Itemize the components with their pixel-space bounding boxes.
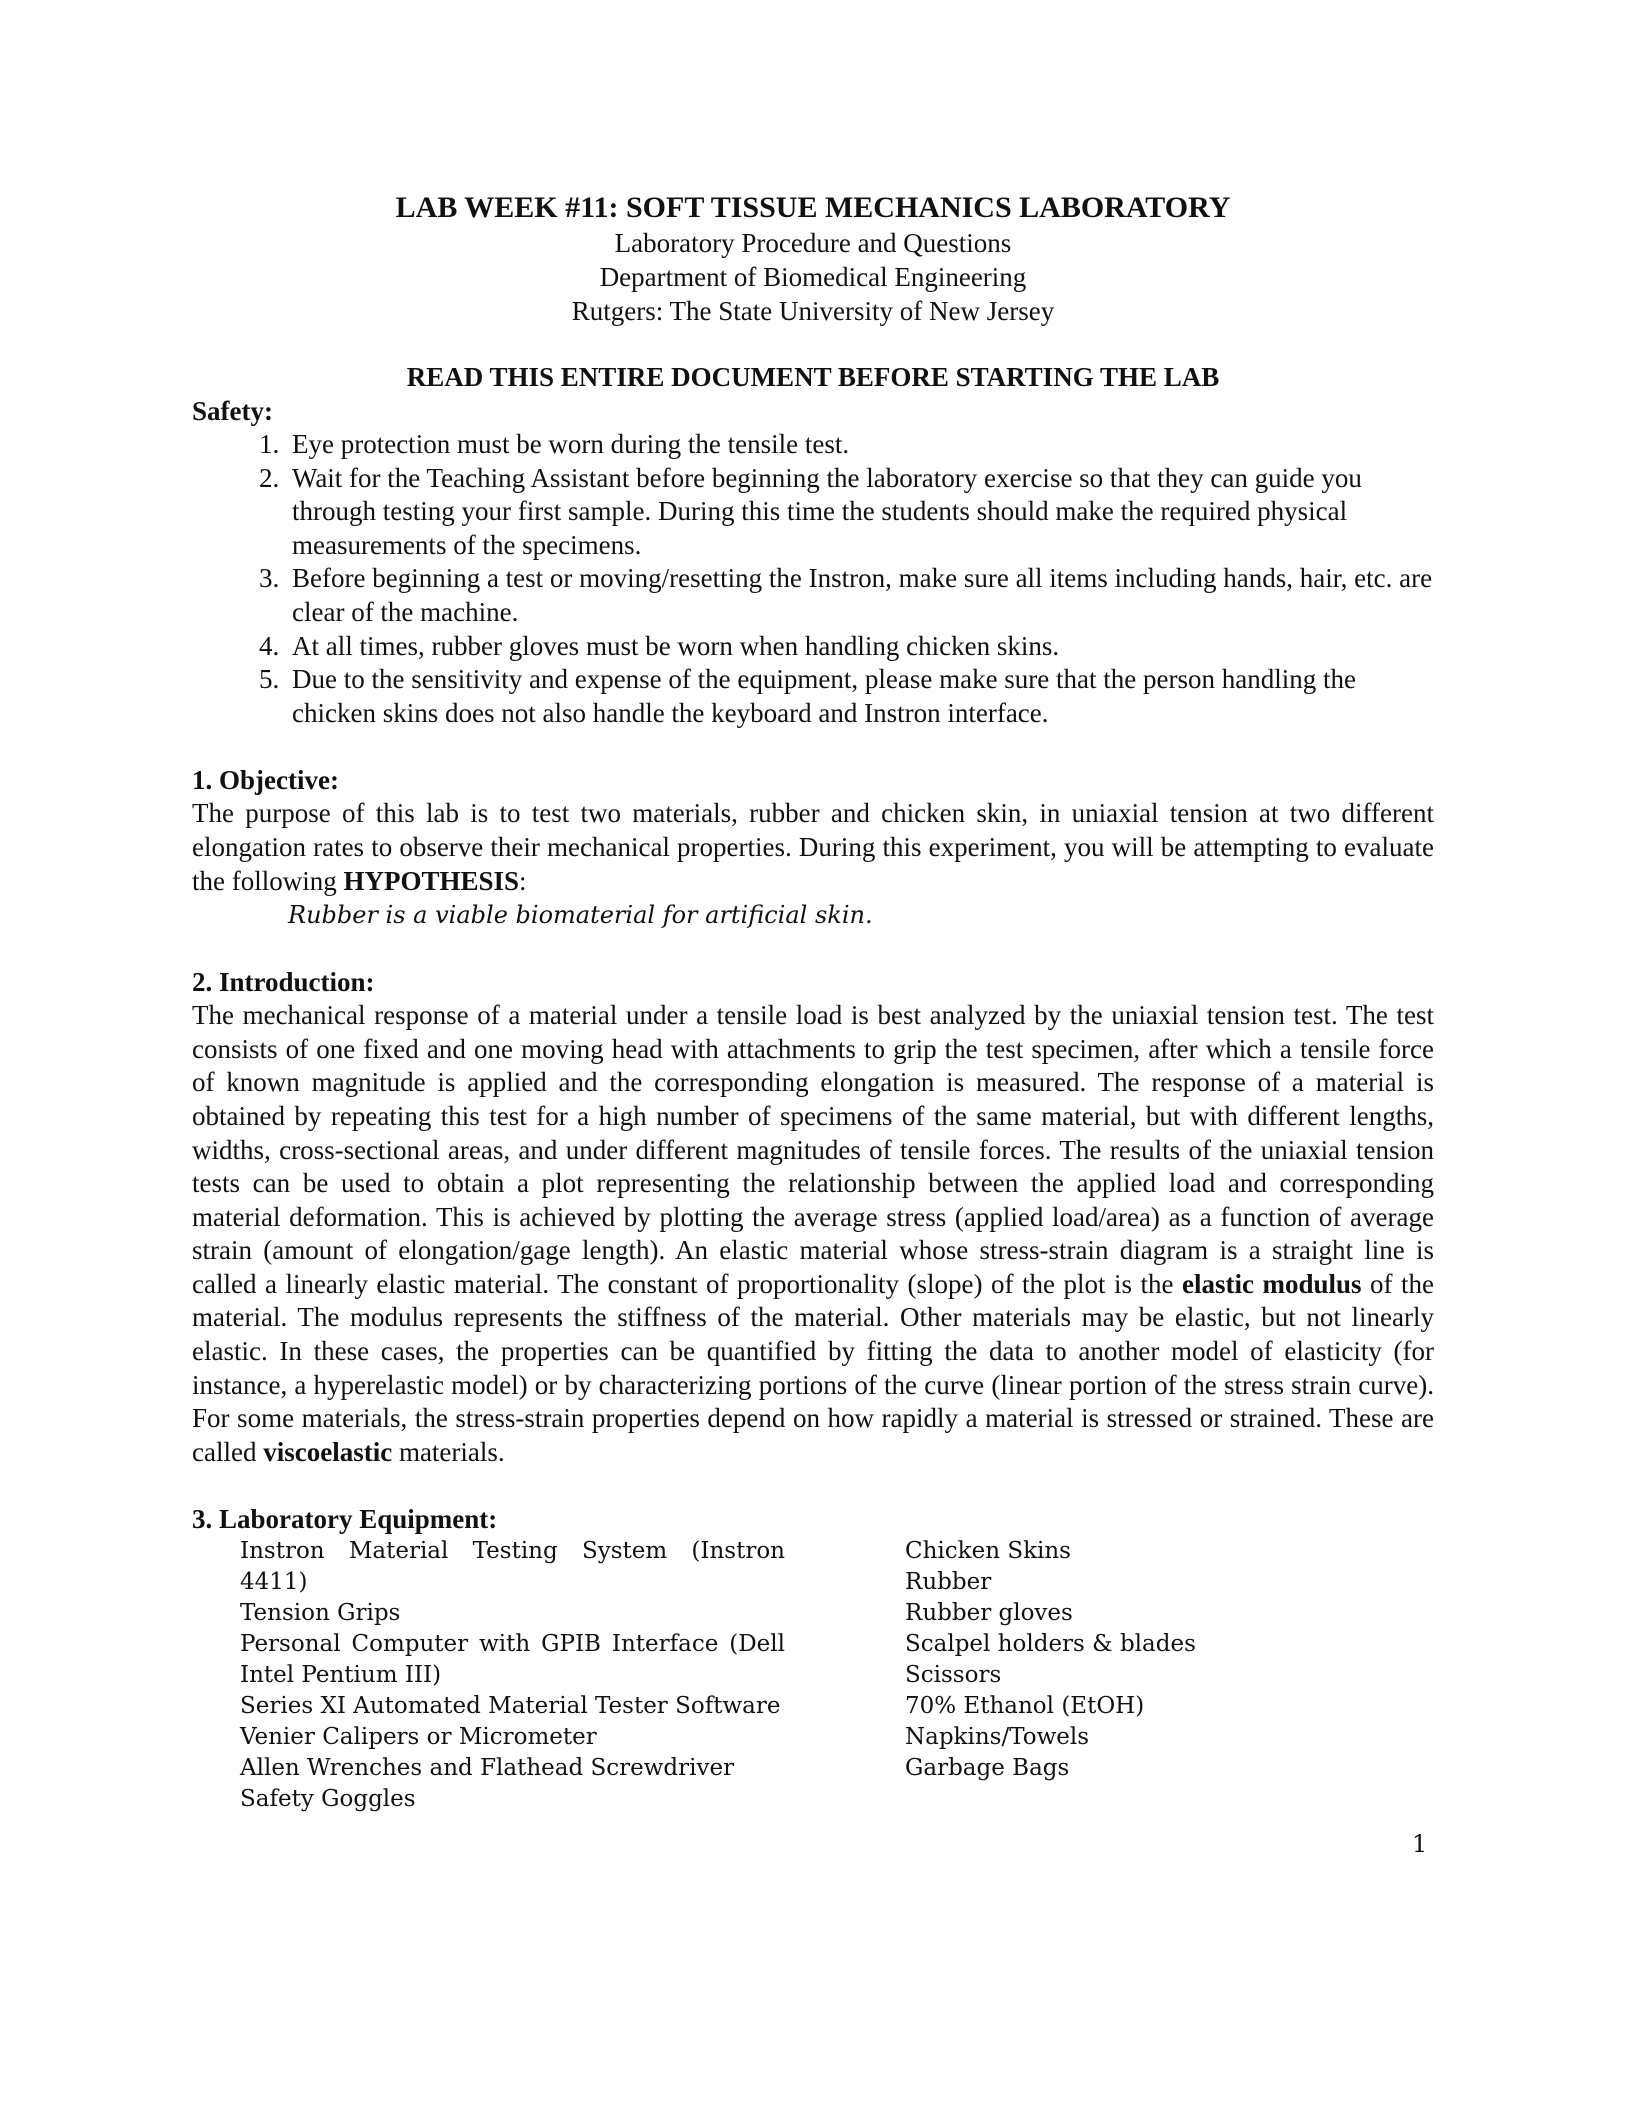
hypothesis-label: HYPOTHESIS	[343, 865, 520, 896]
equipment-item: Scalpel holders & blades	[905, 1631, 1196, 1658]
objective-paragraph	[192, 797, 1434, 898]
introduction-text: The mechanical response of a material under a tensile load is best analyzed by the uniaxial tension test. The test consists of one fixed and one moving head with attachments to grip the test specimen, after which a tensile force of known magnitude is applied and the corresponding elongation is measured. The response of a material is obtained by repeating this test for a high number of specimens of the same material, but with different lengths, widths, cross-sectional areas, and under different magnitudes of tensile forces. The results of the uniaxial tension tests can be used to obtain a plot representing the relationship between the applied load and corresponding material deformation. This is achieved by plotting the average stress (applied load/area) as a function of average strain (amount of elongation/gage length). An elastic material whose stress-strain diagram is a straight line is called a linearly elastic material. The constant of proportionality (slope) of the plot is the	[192, 1000, 1434, 1299]
equipment-item: Instron Material Testing System (Instron 4411)	[240, 1538, 785, 1596]
equipment-item: Napkins/Towels	[905, 1724, 1090, 1751]
safety-list	[192, 428, 1434, 730]
document-subtitle-department: Department of Biomedical Engineering	[599, 262, 1027, 292]
objective-heading: 1. Objective:	[192, 765, 339, 796]
document-page	[192, 190, 1434, 1815]
safety-item: 5. Due to the sensitivity and expense of the equipment, please make sure that the person handling the chicken skins does not also handle the keyboard and Instron interface.	[286, 663, 1434, 730]
safety-item: 1. Eye protection must be worn during the tensile test.	[286, 428, 1434, 462]
equipment-item: Scissors	[905, 1662, 1002, 1689]
introduction-text: of the material. The modulus represents the stiffness of the material. Other materials may be elastic, but not linearly elastic. In these cases, the properties can be quantified by fitting the data to another model of elasticity (for instance, a hyperelastic model) or by characterizing portions of the curve (linear portion of the stress strain curve). For some materials, the stress-strain properties depend on how rapidly a material is stressed or strained. These are called	[192, 1268, 1434, 1467]
read-entire-document-notice: READ THIS ENTIRE DOCUMENT BEFORE STARTING THE LAB	[406, 362, 1220, 392]
introduction-text: materials.	[392, 1436, 505, 1467]
objective-text: The purpose of this lab is to test two materials, rubber and chicken skin, in uniaxial tension at two different elongation rates to observe their mechanical properties. During this experiment, you will be attempting to evaluate the following	[192, 798, 1434, 896]
equipment-item: Safety Goggles	[240, 1786, 416, 1813]
equipment-left-column	[240, 1536, 785, 1815]
safety-item: 3. Before beginning a test or moving/resetting the Instron, make sure all items including hands, hair, etc. are clear of the machine.	[286, 562, 1434, 629]
equipment-list	[192, 1536, 1434, 1815]
document-subtitle-university: Rutgers: The State University of New Jersey	[571, 296, 1055, 326]
introduction-heading: 2. Introduction:	[192, 967, 375, 998]
equipment-item: Personal Computer with GPIB Interface (Dell Intel Pentium III)	[240, 1631, 785, 1689]
document-subtitle-procedure: Laboratory Procedure and Questions	[614, 228, 1012, 258]
safety-item: 4. At all times, rubber gloves must be worn when handling chicken skins.	[286, 630, 1434, 664]
equipment-heading: 3. Laboratory Equipment:	[192, 1504, 498, 1535]
hypothesis-statement: Rubber is a viable biomaterial for artificial skin.	[288, 901, 873, 930]
safety-item: 2. Wait for the Teaching Assistant before beginning the laboratory exercise so that they can guide you through testing your first sample. During this time the students should make the required physical measurements of the specimens.	[286, 462, 1434, 563]
equipment-item: Rubber gloves	[905, 1600, 1073, 1627]
equipment-item: Allen Wrenches and Flathead Screwdriver	[240, 1755, 735, 1782]
equipment-item: Garbage Bags	[905, 1755, 1070, 1782]
equipment-item: Series XI Automated Material Tester Software	[240, 1693, 781, 1720]
equipment-item: 70% Ethanol (EtOH)	[905, 1693, 1145, 1720]
safety-heading: Safety:	[192, 396, 273, 426]
equipment-item: Tension Grips	[240, 1600, 401, 1627]
document-title: LAB WEEK #11: SOFT TISSUE MECHANICS LABORATORY	[395, 191, 1231, 224]
equipment-item: Chicken Skins	[905, 1538, 1071, 1565]
page-number: 1	[1412, 1830, 1428, 1858]
equipment-right-column	[905, 1536, 1305, 1815]
equipment-item: Rubber	[905, 1569, 992, 1596]
introduction-paragraph	[192, 999, 1434, 1469]
equipment-item: Venier Calipers or Micrometer	[240, 1724, 597, 1751]
elastic-modulus-term: elastic modulus	[1181, 1268, 1362, 1299]
objective-colon: :	[519, 865, 527, 896]
viscoelastic-term: viscoelastic	[263, 1436, 393, 1467]
